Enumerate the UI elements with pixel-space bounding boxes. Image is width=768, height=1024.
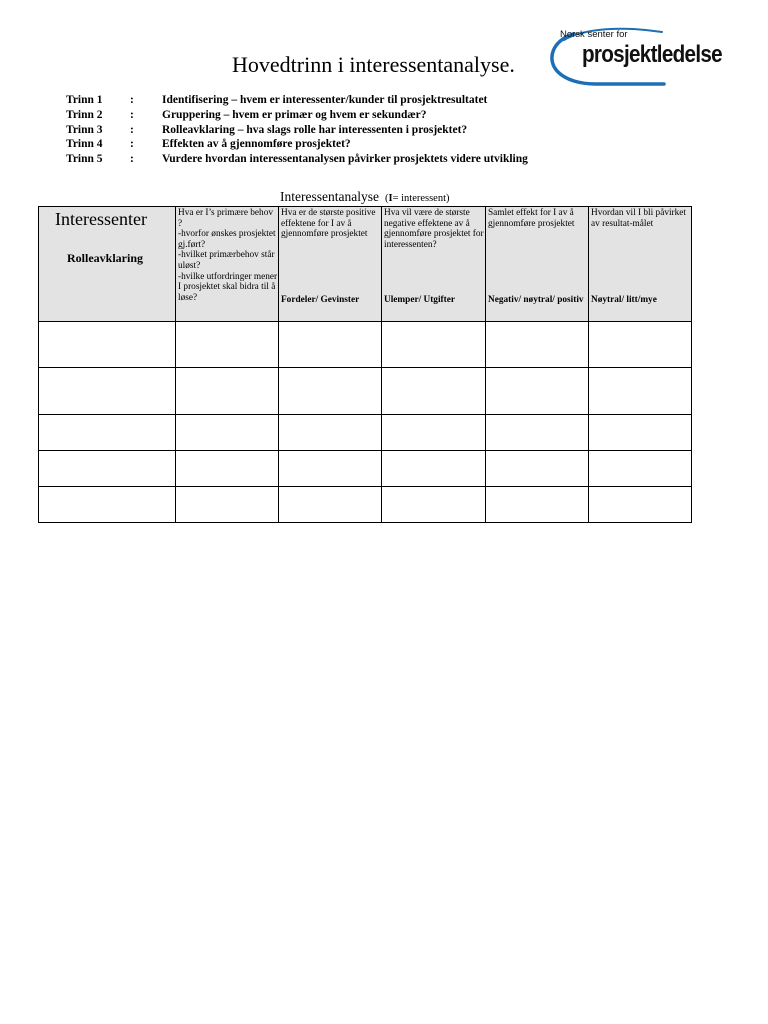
table-row xyxy=(39,368,692,415)
step-label: Trinn 5 xyxy=(66,153,103,166)
header-cell-pavirkning xyxy=(589,207,692,322)
header-cell-samlet-effekt xyxy=(486,207,589,322)
step-text: Rolleavklaring – hva slags rolle har interessenten i prosjektet? xyxy=(162,123,468,136)
header-cell-ulemper xyxy=(382,207,486,322)
step-text: Vurdere hvordan interessentanalysen påvirker prosjektets videre utvikling xyxy=(162,153,528,166)
table-cell[interactable] xyxy=(279,322,382,368)
table-cell[interactable] xyxy=(486,487,589,523)
table-cell[interactable] xyxy=(279,415,382,451)
header-cell-fordeler xyxy=(279,207,382,322)
table-row xyxy=(39,451,692,487)
step-label: Trinn 1 xyxy=(66,94,103,106)
table-cell[interactable] xyxy=(382,487,486,523)
header-subtitle: Rolleavklaring xyxy=(67,251,144,265)
header-question: Hva er de største positive effektene for I av å gjennomføre prosjektet xyxy=(281,208,376,240)
table-cell[interactable] xyxy=(589,368,692,415)
step-text: Identifisering – hvem er interessenter/kunder til prosjektresultatet xyxy=(162,94,488,106)
header-bold-label: Nøytral/ litt/mye xyxy=(591,295,657,305)
table-row xyxy=(39,322,692,368)
table-cell[interactable] xyxy=(589,487,692,523)
table-cell[interactable] xyxy=(589,451,692,487)
table-cell[interactable] xyxy=(382,415,486,451)
step-text: Effekten av å gjennomføre prosjektet? xyxy=(162,138,351,151)
step-separator: : xyxy=(130,123,134,136)
caption-note-bold: I xyxy=(388,193,393,204)
table-cell[interactable] xyxy=(382,368,486,415)
table-cell[interactable] xyxy=(486,322,589,368)
header-question: Samlet effekt for I av å gjennomføre prosjektet xyxy=(488,208,575,229)
table-row xyxy=(39,487,692,523)
table-cell[interactable] xyxy=(39,322,176,368)
analysis-table xyxy=(38,206,692,523)
header-question: Hva er I’s primære behov ? -hvorfor ønskes prosjektet gj.ført? -hvilket primærbehov står uløst? -hvilke utfordringer mener I prosjektet skal bidra til å løse? xyxy=(178,208,278,303)
logo-main-text: prosjektledelse xyxy=(582,41,722,68)
header-cell-behov xyxy=(176,207,279,322)
table-cell[interactable] xyxy=(589,322,692,368)
table-cell[interactable] xyxy=(279,487,382,523)
header-cell-interessenter xyxy=(39,207,176,322)
header-bold-label: Ulemper/ Utgifter xyxy=(384,295,455,305)
table-cell[interactable] xyxy=(39,451,176,487)
caption-main: Interessentanalyse xyxy=(280,189,379,204)
step-label: Trinn 3 xyxy=(66,123,103,136)
logo-top-text: Norsk senter for xyxy=(560,29,628,40)
step-separator: : xyxy=(130,138,134,151)
table-header-row xyxy=(39,207,692,322)
table-cell[interactable] xyxy=(589,415,692,451)
table-caption xyxy=(280,189,450,205)
table-row xyxy=(39,415,692,451)
table-cell[interactable] xyxy=(486,368,589,415)
table-cell[interactable] xyxy=(176,487,279,523)
table-cell[interactable] xyxy=(279,451,382,487)
table-cell[interactable] xyxy=(176,368,279,415)
header-question: Hvordan vil I bli påvirket av resultat-målet xyxy=(591,208,687,229)
table-cell[interactable] xyxy=(39,487,176,523)
table-cell[interactable] xyxy=(486,415,589,451)
page-title: Hovedtrinn i interessentanalyse. xyxy=(232,52,515,77)
header-bold-label: Fordeler/ Gevinster xyxy=(281,295,360,305)
header-title: Interessenter xyxy=(55,209,147,229)
table-cell[interactable] xyxy=(382,322,486,368)
step-label: Trinn 2 xyxy=(66,108,103,121)
step-label: Trinn 4 xyxy=(66,138,103,151)
table-cell[interactable] xyxy=(382,451,486,487)
header-question: Hva vil være de største negative effektene av å gjennomføre prosjektet for interessenten? xyxy=(384,208,484,250)
table-cell[interactable] xyxy=(39,415,176,451)
table-cell[interactable] xyxy=(39,368,176,415)
table-cell[interactable] xyxy=(279,368,382,415)
logo xyxy=(544,26,734,88)
table-cell[interactable] xyxy=(176,415,279,451)
table-cell[interactable] xyxy=(486,451,589,487)
step-separator: : xyxy=(130,153,134,166)
table-cell[interactable] xyxy=(176,322,279,368)
step-separator: : xyxy=(130,108,134,121)
table-cell[interactable] xyxy=(176,451,279,487)
caption-note: (I= interessent) xyxy=(384,193,450,204)
step-separator: : xyxy=(130,94,134,106)
header-bold-label: Negativ/ nøytral/ positiv xyxy=(488,295,584,305)
step-text: Gruppering – hvem er primær og hvem er sekundær? xyxy=(162,108,427,121)
